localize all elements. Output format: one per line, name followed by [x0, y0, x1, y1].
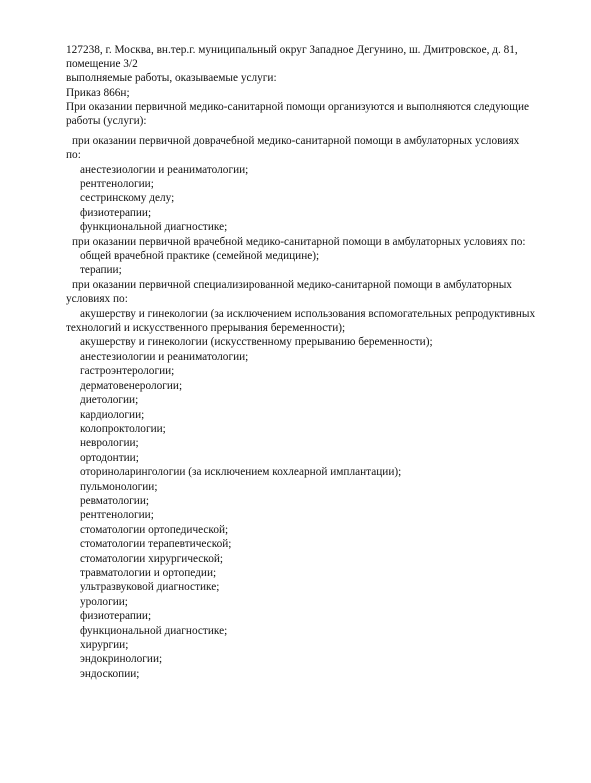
- list-item: кардиологии;: [80, 409, 145, 421]
- list-item: терапии;: [80, 264, 122, 276]
- list-item: рентгенологии;: [80, 178, 154, 190]
- section-specialized-cont: условиях по:: [66, 293, 128, 305]
- list-item: урологии;: [80, 596, 128, 608]
- list-item: анестезиологии и реаниматологии;: [80, 351, 249, 363]
- section-prehospital: при оказании первичной доврачебной медико-санитарной помощи в амбулаторных условиях: [72, 135, 520, 147]
- list-item-cont: технологий и искусственного прерывания беременности);: [66, 322, 346, 334]
- list-item: акушерству и гинекологии (за исключением использования вспомогательных репродуктивных: [80, 308, 536, 320]
- list-item: стоматологии хирургической;: [80, 553, 224, 565]
- list-item: анестезиологии и реаниматологии;: [80, 164, 249, 176]
- section-prehospital-cont: по:: [66, 149, 81, 161]
- list-item: сестринскому делу;: [80, 192, 175, 204]
- list-item: колопроктологии;: [80, 423, 166, 435]
- works-heading: выполняемые работы, оказываемые услуги:: [66, 72, 277, 84]
- list-item: физиотерапии;: [80, 610, 152, 622]
- intro-line-1: При оказании первичной медико-санитарной помощи организуются и выполняются следующие: [66, 101, 530, 113]
- list-item: хирургии;: [80, 639, 129, 651]
- address-line-2: помещение 3/2: [66, 58, 138, 70]
- list-item: ультразвуковой диагностике;: [80, 581, 220, 593]
- list-item: физиотерапии;: [80, 207, 152, 219]
- section-physician: при оказании первичной врачебной медико-санитарной помощи в амбулаторных условиях по:: [72, 236, 526, 248]
- list-item: дерматовенерологии;: [80, 380, 183, 392]
- address-line-1: 127238, г. Москва, вн.тер.г. муниципальный округ Западное Дегунино, ш. Дмитровское, д. 81,: [66, 44, 518, 56]
- list-item: ортодонтии;: [80, 452, 139, 464]
- list-item: эндоскопии;: [80, 668, 140, 680]
- list-item: диетологии;: [80, 394, 139, 406]
- list-item: пульмонологии;: [80, 481, 158, 493]
- list-item: оториноларингологии (за исключением кохлеарной имплантации);: [80, 466, 402, 478]
- list-item: рентгенологии;: [80, 509, 154, 521]
- list-item: акушерству и гинекологии (искусственному прерыванию беременности);: [80, 336, 433, 348]
- list-item: функциональной диагностике;: [80, 625, 228, 637]
- list-item: гастроэнтерологии;: [80, 365, 175, 377]
- list-item: общей врачебной практике (семейной медицине);: [80, 250, 320, 262]
- list-item: неврологии;: [80, 437, 139, 449]
- list-item: эндокринологии;: [80, 653, 163, 665]
- list-item: ревматологии;: [80, 495, 150, 507]
- list-item: травматологии и ортопедии;: [80, 567, 217, 579]
- section-specialized: при оказании первичной специализированной медико-санитарной помощи в амбулаторных: [72, 279, 512, 291]
- order-reference: Приказ 866н;: [66, 87, 130, 99]
- intro-line-2: работы (услуги):: [66, 115, 147, 127]
- list-item: стоматологии терапевтической;: [80, 538, 232, 550]
- list-item: стоматологии ортопедической;: [80, 524, 229, 536]
- list-item: функциональной диагностике;: [80, 221, 228, 233]
